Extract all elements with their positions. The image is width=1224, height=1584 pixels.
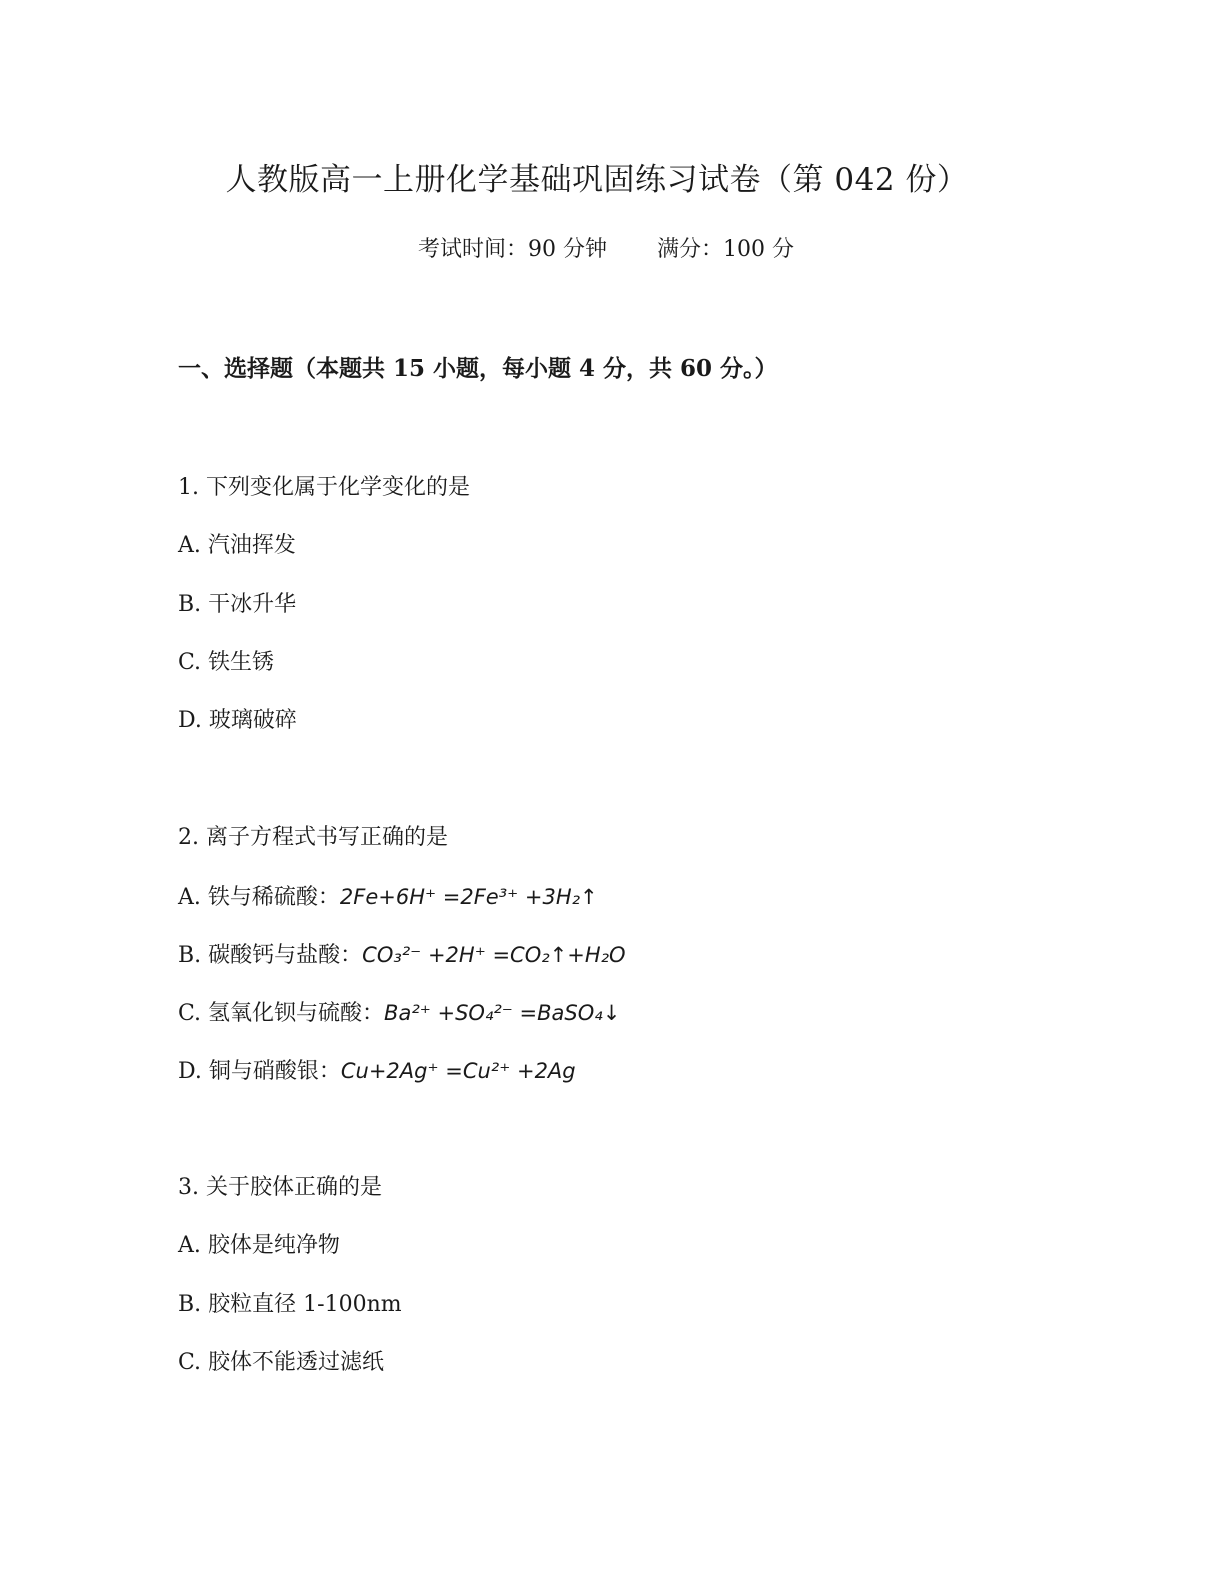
option: C. 铁生锈 [178,650,275,675]
option: B. 干冰升华 [178,592,297,617]
option-label: A. 铁与稀硫酸： [178,885,340,910]
question-stem: 1. 下列变化属于化学变化的是 [178,475,470,500]
section-heading: 一、选择题（本题共 15 小题，每小题 4 分，共 60 分。） [178,355,778,382]
option [178,879,598,916]
option [178,937,626,974]
full-score: 满分：100 分 [657,237,794,262]
option [178,995,620,1032]
ionic-equation: Cu+2Ag⁺ =Cu²⁺ +2Ag [340,1059,576,1083]
option [178,1053,576,1090]
option: A. 汽油挥发 [178,533,296,558]
ionic-equation: Ba²⁺ +SO₄²⁻ =BaSO₄↓ [384,1001,621,1025]
page-title: 人教版高一上册化学基础巩固练习试卷（第 042 份） [225,162,969,198]
option-label: C. 氢氧化钡与硫酸： [178,1001,385,1026]
option: D. 玻璃破碎 [178,708,297,733]
option-label: D. 铜与硝酸银： [178,1059,341,1084]
option: A. 胶体是纯净物 [178,1233,340,1258]
ionic-equation: CO₃²⁻ +2H⁺ =CO₂↑+H₂O [362,943,626,967]
option: B. 胶粒直径 1-100nm [178,1292,402,1317]
question-stem: 3. 关于胶体正确的是 [178,1175,382,1200]
option-label: B. 碳酸钙与盐酸： [178,943,363,968]
ionic-equation: 2Fe+6H⁺ =2Fe³⁺ +3H₂↑ [339,885,598,909]
question-stem: 2. 离子方程式书写正确的是 [178,825,448,850]
option: C. 胶体不能透过滤纸 [178,1350,385,1375]
exam-time: 考试时间：90 分钟 [418,237,607,262]
exam-info [0,232,1212,268]
